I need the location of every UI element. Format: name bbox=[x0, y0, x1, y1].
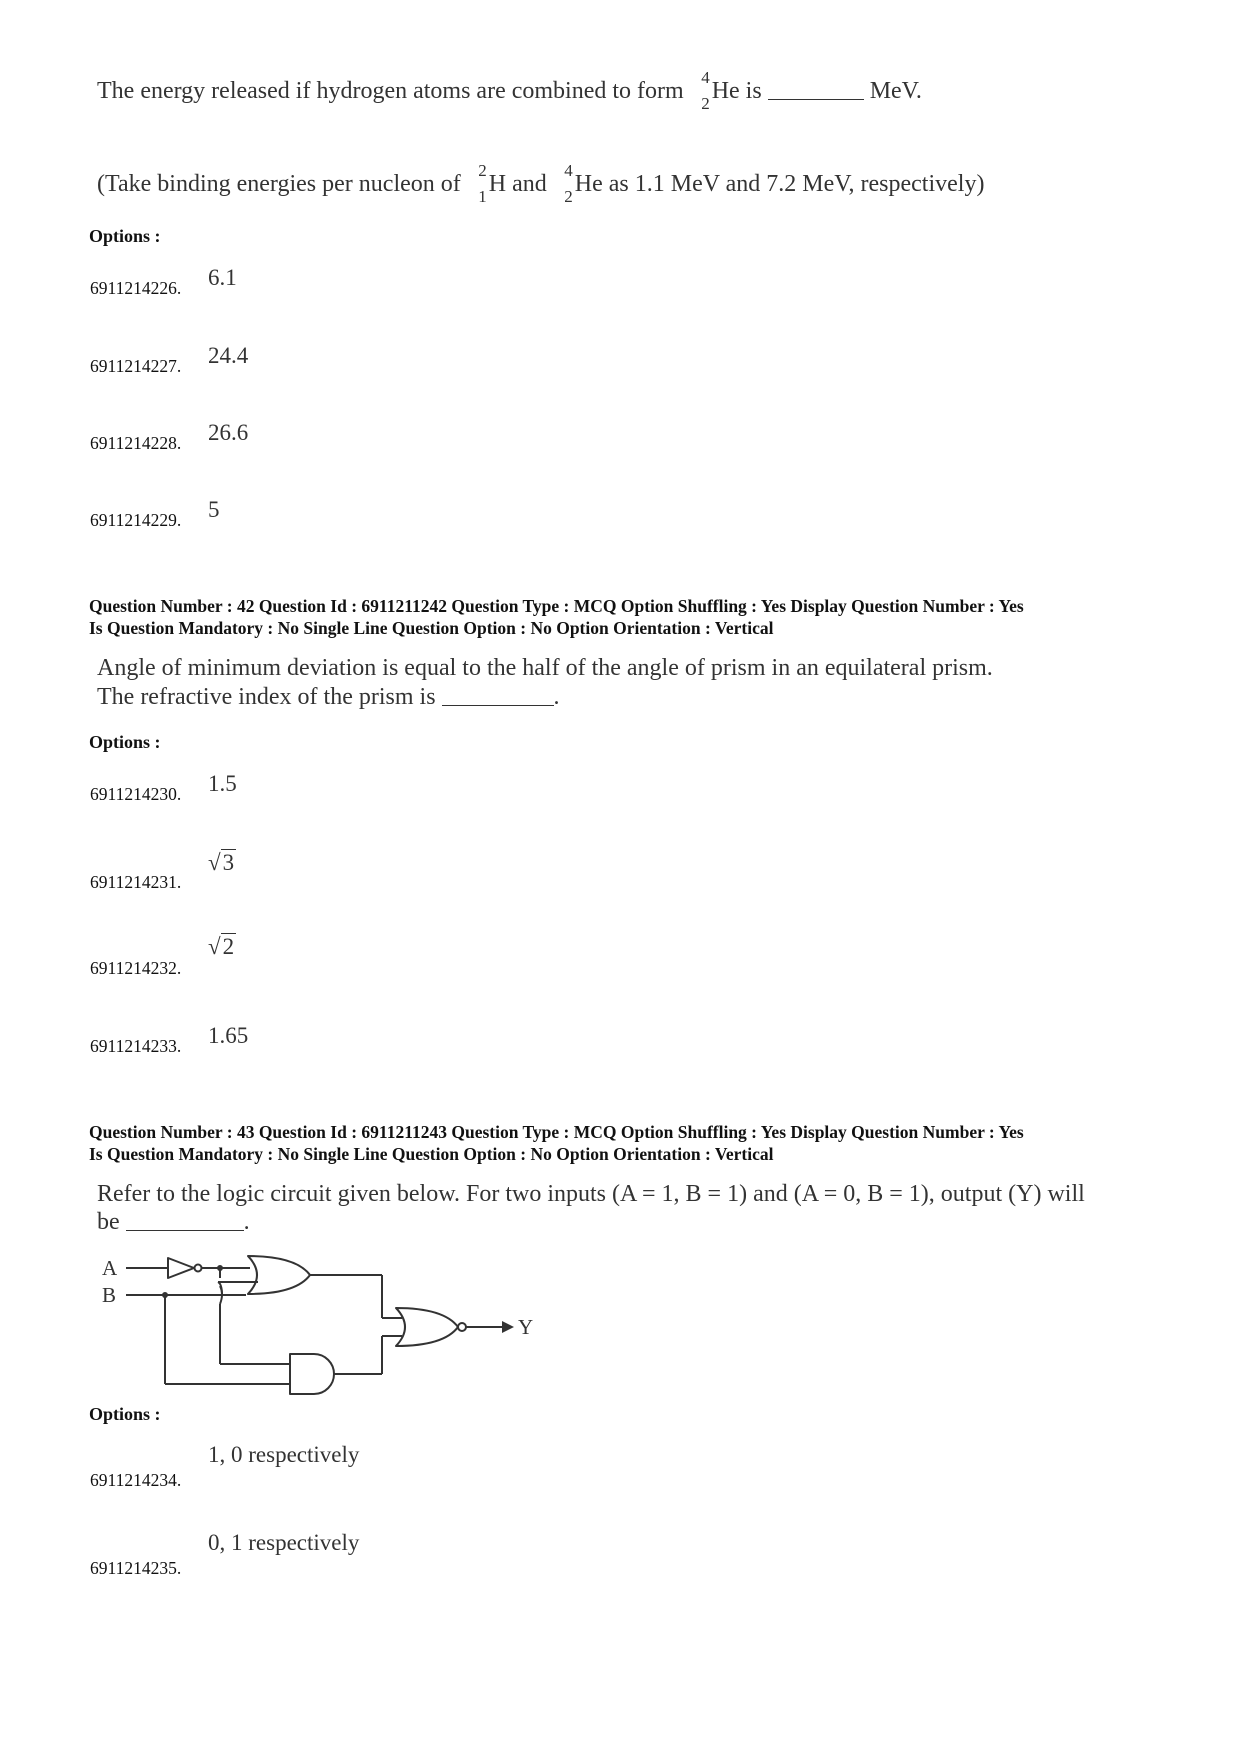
answer-blank bbox=[126, 1212, 244, 1231]
q41-option-4-value[interactable]: 5 bbox=[208, 497, 220, 522]
q43-text-line2 bbox=[97, 1208, 250, 1237]
radicand: 3 bbox=[222, 850, 235, 875]
q42-option-1-id: 6911214230. bbox=[90, 784, 182, 804]
nor-gate-bubble bbox=[458, 1323, 466, 1331]
not-gate bbox=[168, 1258, 194, 1278]
q41-option-3-id: 6911214228. bbox=[90, 433, 182, 453]
helium-4-nuclide bbox=[690, 68, 712, 113]
h-atomic-number: 1 bbox=[478, 186, 487, 206]
and-gate bbox=[290, 1354, 334, 1394]
deuterium-nuclide bbox=[467, 161, 489, 206]
q41-line2-and: and bbox=[512, 171, 547, 197]
q42-line2-text: The refractive index of the prism is bbox=[97, 684, 436, 710]
h-mass-number: 2 bbox=[478, 161, 487, 180]
sqrt-expression: √3 bbox=[208, 850, 235, 875]
q42-option-4-id: 6911214233. bbox=[90, 1036, 182, 1056]
q42-meta-line1: Question Number : 42 Question Id : 6911211242 Question Type : MCQ Option Shuffling : Yes Display Question Number : Yes bbox=[89, 596, 1024, 616]
q42-text-line2 bbox=[97, 683, 560, 712]
output-y-label: Y bbox=[518, 1315, 534, 1339]
q41-line1-pre: The energy released if hydrogen atoms are combined to form bbox=[97, 78, 684, 104]
q42-meta-line2: Is Question Mandatory : No Single Line Question Option : No Option Orientation : Vertical bbox=[89, 618, 774, 638]
he-symbol: He bbox=[711, 78, 740, 104]
q41-option-1-value[interactable]: 6.1 bbox=[208, 265, 237, 290]
he2-atomic-number: 2 bbox=[564, 186, 573, 206]
q41-text-line1 bbox=[97, 68, 922, 113]
he2-symbol: He bbox=[574, 171, 603, 197]
output-arrow-icon bbox=[502, 1321, 514, 1333]
q43-line2-end: . bbox=[243, 1209, 250, 1235]
q41-option-3-value[interactable]: 26.6 bbox=[208, 420, 249, 445]
q43-option-1-value[interactable]: 1, 0 respectively bbox=[208, 1442, 360, 1467]
q41-line1-unit: MeV. bbox=[869, 78, 922, 104]
nor-gate bbox=[396, 1308, 458, 1346]
h-symbol: H bbox=[488, 171, 507, 197]
he2-mass-number: 4 bbox=[564, 161, 573, 180]
he-mass-number: 4 bbox=[701, 68, 710, 87]
q41-option-4-id: 6911214229. bbox=[90, 510, 182, 530]
q41-line2-pre: (Take binding energies per nucleon of bbox=[97, 171, 461, 197]
junction-dot-a bbox=[217, 1265, 223, 1271]
q43-option-1-id: 6911214234. bbox=[90, 1470, 182, 1490]
junction-dot-b bbox=[162, 1292, 168, 1298]
q42-option-2-id: 6911214231. bbox=[90, 872, 182, 892]
sqrt-expression: √2 bbox=[208, 934, 235, 959]
q42-option-2-value[interactable] bbox=[208, 849, 236, 876]
q41-text-line2 bbox=[97, 161, 985, 206]
helium-4-nuclide-2 bbox=[553, 161, 575, 206]
q41-options-label: Options : bbox=[89, 226, 161, 246]
q41-option-1-id: 6911214226. bbox=[90, 278, 182, 298]
q43-option-2-id: 6911214235. bbox=[90, 1558, 182, 1578]
q43-option-2-value[interactable]: 0, 1 respectively bbox=[208, 1530, 360, 1555]
q43-meta-line2: Is Question Mandatory : No Single Line Question Option : No Option Orientation : Vertical bbox=[89, 1144, 774, 1164]
input-a-label: A bbox=[102, 1256, 118, 1280]
q42-option-3-value[interactable] bbox=[208, 933, 236, 960]
q41-line2-post: as 1.1 MeV and 7.2 MeV, respectively) bbox=[608, 171, 985, 197]
q42-text-line1: Angle of minimum deviation is equal to the half of the angle of prism in an equilateral prism. bbox=[97, 655, 993, 681]
q42-option-4-value[interactable]: 1.65 bbox=[208, 1023, 249, 1048]
or-gate bbox=[248, 1256, 310, 1294]
answer-blank bbox=[768, 81, 864, 100]
q41-option-2-value[interactable]: 24.4 bbox=[208, 343, 249, 368]
radicand: 2 bbox=[222, 934, 235, 959]
q42-line2-end: . bbox=[553, 684, 560, 710]
q43-line2-text: be bbox=[97, 1209, 120, 1235]
q42-options-label: Options : bbox=[89, 732, 161, 752]
q43-text-line1: Refer to the logic circuit given below. For two inputs (A = 1, B = 1) and (A = 0, B = 1), output (Y) will bbox=[97, 1181, 1085, 1207]
answer-blank bbox=[442, 687, 554, 706]
q43-options-label: Options : bbox=[89, 1404, 161, 1424]
q41-line1-is: is bbox=[745, 78, 762, 104]
logic-circuit-diagram bbox=[90, 1250, 570, 1400]
input-b-label: B bbox=[102, 1283, 117, 1307]
q41-option-2-id: 6911214227. bbox=[90, 356, 182, 376]
q42-option-1-value[interactable]: 1.5 bbox=[208, 771, 237, 796]
not-gate-bubble bbox=[195, 1265, 202, 1272]
q42-option-3-id: 6911214232. bbox=[90, 958, 182, 978]
q43-meta-line1: Question Number : 43 Question Id : 6911211243 Question Type : MCQ Option Shuffling : Yes Display Question Number : Yes bbox=[89, 1122, 1024, 1142]
he-atomic-number: 2 bbox=[701, 93, 710, 113]
